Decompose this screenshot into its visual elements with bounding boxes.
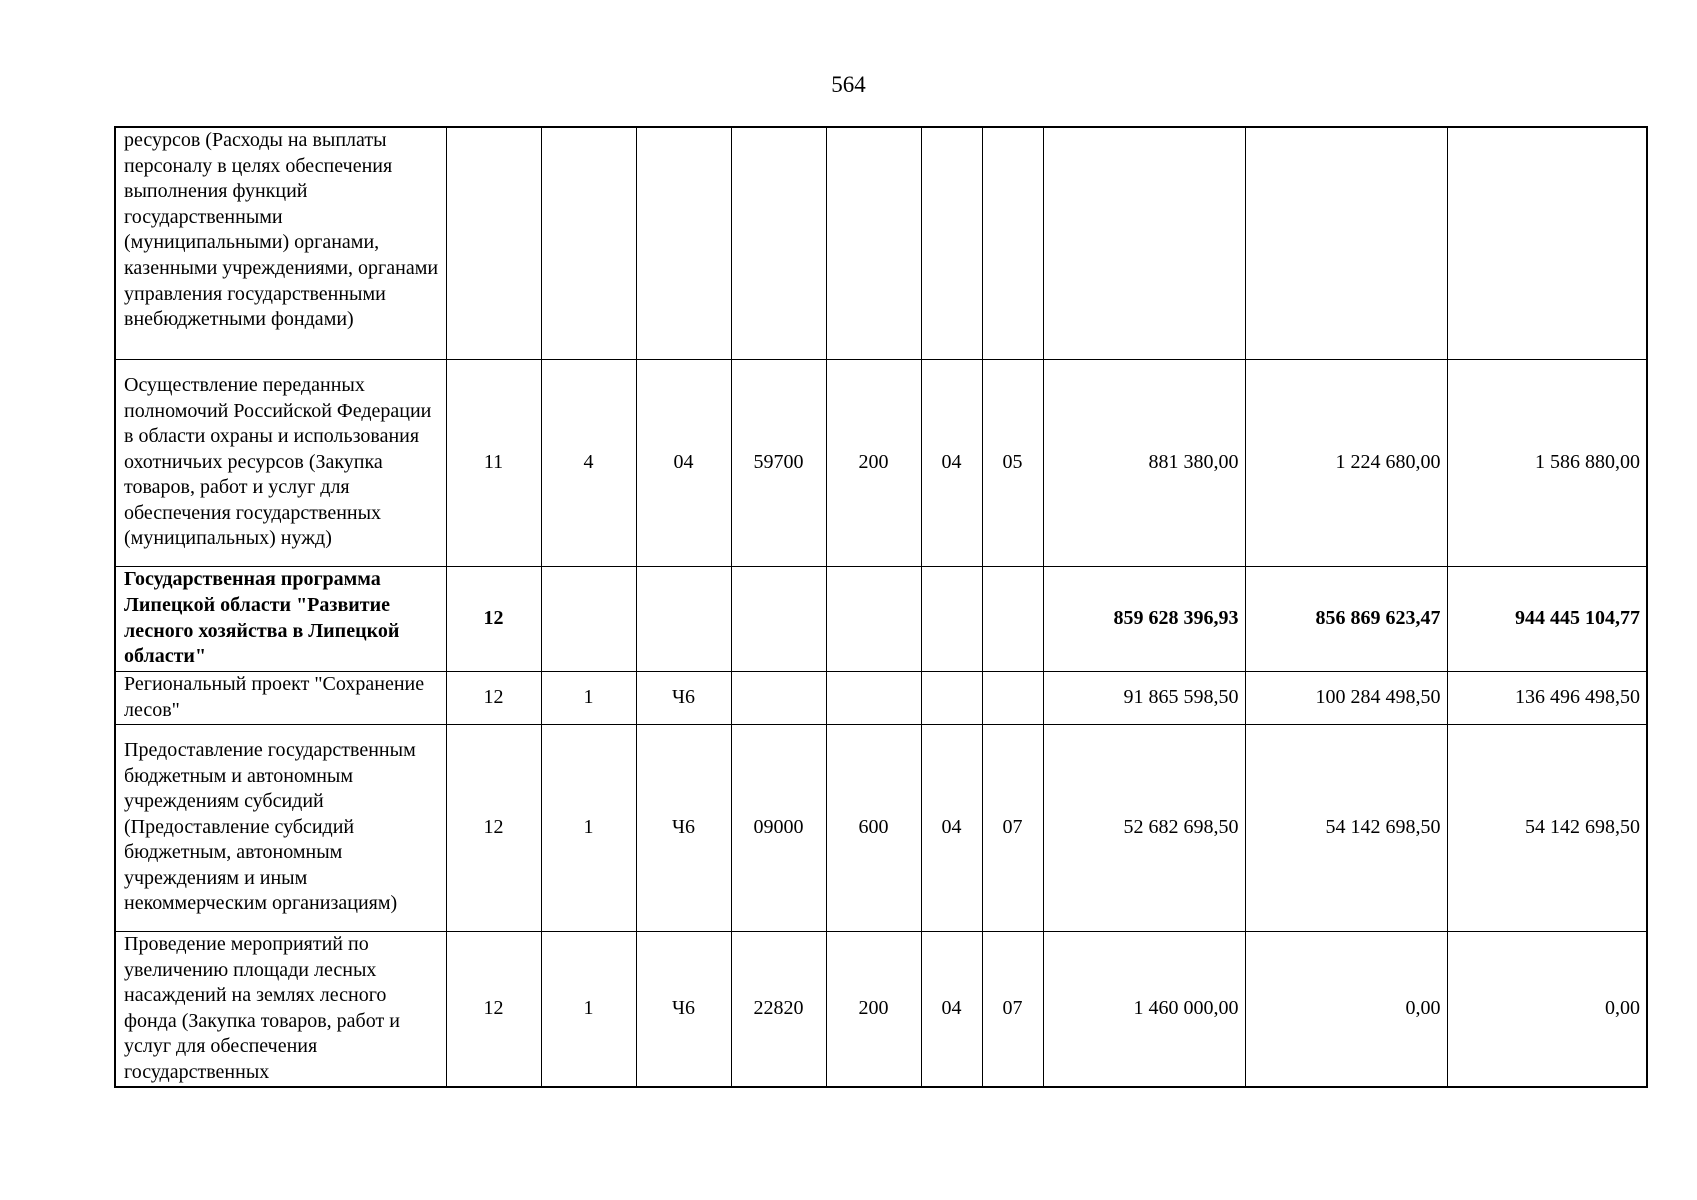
cell-main-activity (636, 566, 731, 671)
row-description: Предоставление государственным бюджетным и автономным учреждениям субсидий (Предоставление субсидий бюджетным, автономным учреждениям и иным некоммерческим организациям) (115, 724, 446, 931)
cell-section (921, 671, 982, 724)
cell-expense-type (826, 566, 921, 671)
cell-sum-year3: 54 142 698,50 (1447, 724, 1647, 931)
cell-expense-type (826, 671, 921, 724)
cell-main-activity: Ч6 (636, 931, 731, 1087)
cell-sum-year3 (1447, 127, 1647, 359)
cell-sum-year2: 856 869 623,47 (1245, 566, 1447, 671)
cell-sum-year3: 0,00 (1447, 931, 1647, 1087)
cell-section (921, 566, 982, 671)
cell-expense-type: 200 (826, 931, 921, 1087)
table-row (115, 931, 1647, 1087)
cell-sum-year2: 1 224 680,00 (1245, 359, 1447, 566)
cell-main-activity: Ч6 (636, 671, 731, 724)
cell-direction: 59700 (731, 359, 826, 566)
cell-sum-year3: 136 496 498,50 (1447, 671, 1647, 724)
cell-sum-year2: 100 284 498,50 (1245, 671, 1447, 724)
cell-section (921, 127, 982, 359)
cell-subprogram: 1 (541, 724, 636, 931)
cell-expense-type: 200 (826, 359, 921, 566)
cell-section: 04 (921, 359, 982, 566)
cell-sum-year2: 0,00 (1245, 931, 1447, 1087)
cell-sum-year2: 54 142 698,50 (1245, 724, 1447, 931)
table-row (115, 359, 1647, 566)
budget-table (114, 126, 1648, 1088)
cell-sum-year1: 881 380,00 (1043, 359, 1245, 566)
cell-program: 12 (446, 931, 541, 1087)
cell-sum-year3: 1 586 880,00 (1447, 359, 1647, 566)
cell-section: 04 (921, 724, 982, 931)
cell-subprogram (541, 127, 636, 359)
cell-expense-type: 600 (826, 724, 921, 931)
cell-program: 12 (446, 724, 541, 931)
cell-subsection: 07 (982, 724, 1043, 931)
row-description: Осуществление переданных полномочий Российской Федерации в области охраны и использования охотничьих ресурсов (Закупка товаров, работ и услуг для обеспечения государственных (муниципальных) нужд) (115, 359, 446, 566)
row-description: Проведение мероприятий по увеличению площади лесных насаждений на землях лесного фонда (Закупка товаров, работ и услуг для обеспечения государственных (115, 931, 446, 1087)
page-number: 564 (831, 72, 866, 97)
cell-program: 12 (446, 671, 541, 724)
table-row (115, 671, 1647, 724)
cell-subprogram: 1 (541, 931, 636, 1087)
cell-direction: 09000 (731, 724, 826, 931)
row-description: ресурсов (Расходы на выплаты персоналу в целях обеспечения выполнения функций государственными (муниципальными) органами, казенными учреждениями, органами управления государственными внебюджетными фондами) (115, 127, 446, 359)
cell-subsection (982, 127, 1043, 359)
cell-program: 11 (446, 359, 541, 566)
cell-subsection (982, 566, 1043, 671)
cell-sum-year1: 1 460 000,00 (1043, 931, 1245, 1087)
cell-program: 12 (446, 566, 541, 671)
cell-direction (731, 671, 826, 724)
cell-subsection: 07 (982, 931, 1043, 1087)
table-row (115, 127, 1647, 359)
cell-program (446, 127, 541, 359)
cell-sum-year1: 859 628 396,93 (1043, 566, 1245, 671)
cell-section: 04 (921, 931, 982, 1087)
cell-subsection: 05 (982, 359, 1043, 566)
cell-direction: 22820 (731, 931, 826, 1087)
cell-subprogram: 4 (541, 359, 636, 566)
row-description: Государственная программа Липецкой области "Развитие лесного хозяйства в Липецкой области" (115, 566, 446, 671)
cell-subprogram: 1 (541, 671, 636, 724)
cell-sum-year3: 944 445 104,77 (1447, 566, 1647, 671)
table-row-program-total (115, 566, 1647, 671)
table-row (115, 724, 1647, 931)
cell-sum-year1: 52 682 698,50 (1043, 724, 1245, 931)
cell-direction (731, 127, 826, 359)
cell-main-activity: 04 (636, 359, 731, 566)
cell-subprogram (541, 566, 636, 671)
cell-sum-year1 (1043, 127, 1245, 359)
row-description: Региональный проект "Сохранение лесов" (115, 671, 446, 724)
cell-expense-type (826, 127, 921, 359)
cell-subsection (982, 671, 1043, 724)
cell-sum-year2 (1245, 127, 1447, 359)
cell-direction (731, 566, 826, 671)
cell-main-activity: Ч6 (636, 724, 731, 931)
cell-sum-year1: 91 865 598,50 (1043, 671, 1245, 724)
cell-main-activity (636, 127, 731, 359)
